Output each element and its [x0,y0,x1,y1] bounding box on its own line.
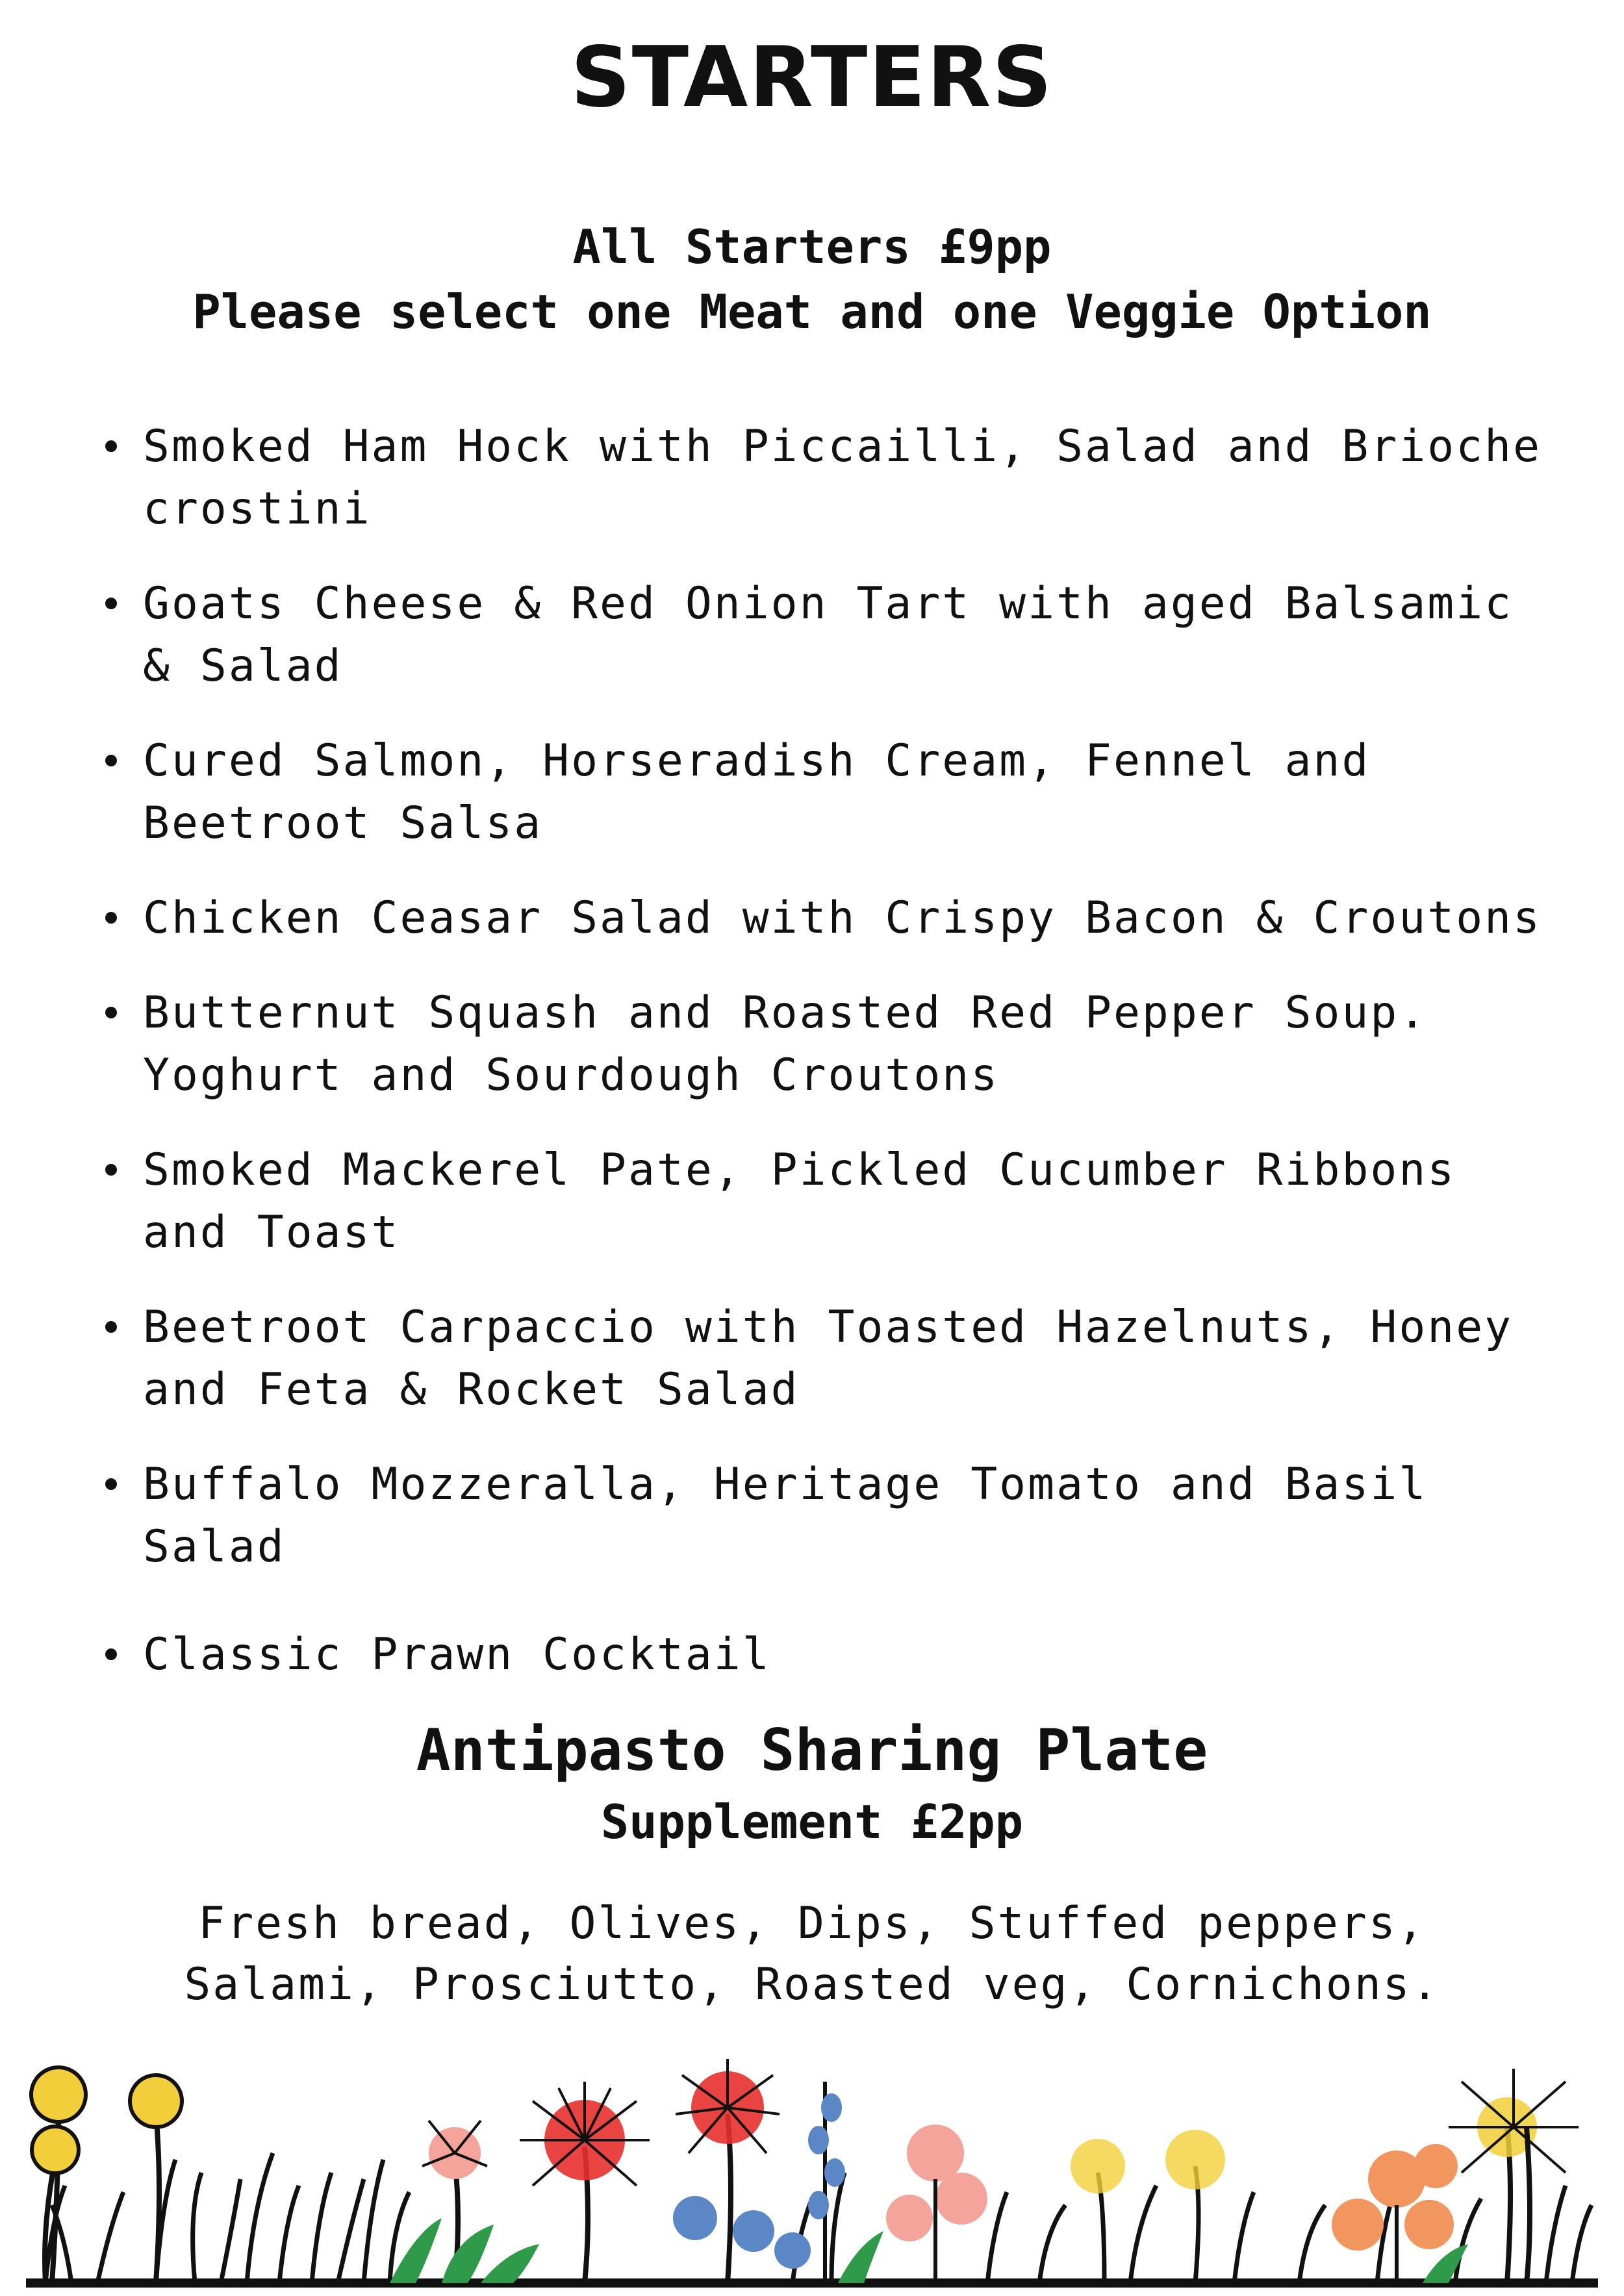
bullet-icon [105,755,117,766]
bullet-icon [105,598,117,609]
starter-text: Beetroot Carpaccio with Toasted Hazelnuts, Honey and Feta & Rocket Salad [143,1302,1514,1415]
starter-text: Goats Cheese & Red Onion Tart with aged Balsamic & Salad [143,578,1514,692]
page-title: STARTERS [570,29,1054,126]
antipasto-title: Antipasto Sharing Plate [416,1717,1208,1784]
starters-price: All Starters £9pp [572,220,1052,274]
list-item [104,982,1559,1107]
bullet-icon [105,1007,117,1018]
list-item [104,573,1559,698]
starter-text: Smoked Ham Hock with Piccailli, Salad and Brioche crostini [143,421,1542,535]
starter-text: Buffalo Mozzeralla, Heritage Tomato and Basil Salad [143,1459,1428,1572]
bullet-icon [105,1164,117,1176]
bullet-icon [105,440,117,452]
starter-text: Cured Salmon, Horseradish Cream, Fennel and Beetroot Salsa [143,735,1371,849]
starter-text: Smoked Mackerel Pate, Pickled Cucumber Ribbons and Toast [143,1144,1456,1258]
bullet-icon [105,1648,117,1660]
bullet-icon [105,912,117,924]
list-item [104,1454,1559,1578]
wildflower-border-icon [26,2056,1598,2296]
starter-text: Classic Prawn Cocktail [143,1629,771,1680]
selection-instruction: Please select one Meat and one Veggie Option [192,284,1432,339]
bullet-icon [105,1478,117,1490]
list-item [104,1139,1559,1264]
antipasto-description: Fresh bread, Olives, Dips, Stuffed peppers, Salami, Prosciutto, Roasted veg, Cornichons. [184,1898,1440,2010]
starter-text: Butternut Squash and Roasted Red Pepper Soup. Yoghurt and Sourdough Croutons [143,987,1428,1101]
list-item [104,730,1559,855]
list-item [104,887,1559,950]
starter-text: Chicken Ceasar Salad with Crispy Bacon & Croutons [143,892,1542,944]
antipasto-supplement: Supplement £2pp [600,1795,1024,1849]
list-item [104,1624,1559,1686]
list-item [104,416,1559,540]
bullet-icon [105,1321,117,1333]
list-item [104,1296,1559,1421]
starters-list [104,416,1559,1719]
